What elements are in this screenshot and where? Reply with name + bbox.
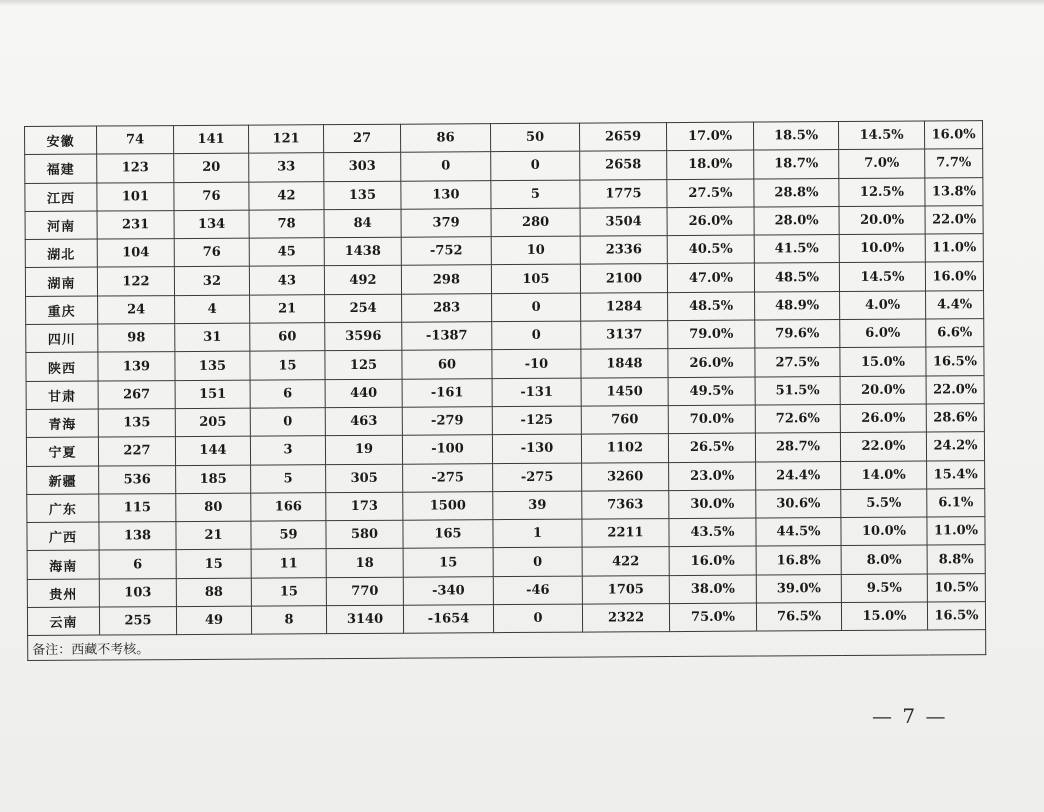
value-cell: 28.7%	[755, 433, 840, 462]
value-cell: 88	[176, 578, 251, 607]
value-cell: 105	[491, 265, 580, 294]
value-cell: 3596	[325, 322, 402, 351]
value-cell: 6	[99, 550, 176, 579]
value-cell: 130	[401, 180, 491, 209]
province-cell: 安徽	[25, 126, 97, 155]
value-cell: 43	[249, 266, 324, 295]
value-cell: 231	[97, 210, 174, 239]
value-cell: 0	[492, 321, 581, 350]
value-cell: 20.0%	[839, 206, 925, 235]
province-cell: 福建	[25, 154, 97, 183]
value-cell: 11	[251, 549, 326, 578]
value-cell: 39.0%	[756, 574, 841, 603]
province-cell: 海南	[27, 551, 99, 580]
value-cell: 16.5%	[927, 602, 985, 631]
value-cell: 0	[491, 151, 580, 180]
value-cell: 15.4%	[927, 460, 985, 489]
value-cell: 22.0%	[840, 432, 926, 461]
value-cell: 33	[249, 153, 324, 182]
value-cell: 76	[174, 182, 249, 211]
value-cell: 26.0%	[668, 348, 755, 377]
value-cell: 14.5%	[839, 262, 925, 291]
value-cell: 80	[176, 493, 251, 522]
value-cell: 44.5%	[756, 518, 841, 547]
value-cell: 139	[98, 352, 175, 381]
note-row	[28, 630, 986, 661]
value-cell: 72.6%	[755, 404, 840, 433]
province-cell: 广东	[27, 494, 99, 523]
value-cell: 14.0%	[841, 461, 927, 490]
value-cell: 0	[401, 152, 491, 181]
value-cell: 185	[176, 465, 251, 494]
value-cell: 422	[582, 547, 669, 576]
value-cell: 27.5%	[667, 179, 754, 208]
value-cell: 135	[175, 351, 250, 380]
value-cell: 74	[97, 126, 174, 155]
value-cell: 13.8%	[925, 177, 983, 206]
value-cell: 1705	[582, 575, 669, 604]
province-cell: 湖南	[25, 268, 97, 297]
value-cell: 14.5%	[838, 121, 924, 150]
value-cell: 16.0%	[924, 121, 982, 150]
value-cell: 86	[400, 124, 490, 153]
value-cell: 22.0%	[925, 206, 983, 235]
value-cell: 135	[324, 181, 401, 210]
value-cell: 50	[490, 123, 579, 152]
value-cell: 24.4%	[756, 461, 841, 490]
value-cell: 28.0%	[754, 206, 839, 235]
value-cell: 5	[491, 180, 580, 209]
value-cell: 26.5%	[668, 433, 755, 462]
value-cell: 15	[403, 548, 493, 577]
value-cell: 115	[99, 493, 176, 522]
value-cell: 165	[403, 520, 493, 549]
value-cell: 3	[250, 436, 325, 465]
value-cell: 11.0%	[925, 234, 983, 263]
value-cell: 20.0%	[840, 376, 926, 405]
province-cell: 广西	[27, 522, 99, 551]
value-cell: -275	[493, 463, 582, 492]
value-cell: 9.5%	[841, 574, 927, 603]
scan-edge-shadow	[0, 0, 1044, 6]
value-cell: 6	[250, 379, 325, 408]
value-cell: 1102	[581, 434, 668, 463]
value-cell: 79.6%	[755, 320, 840, 349]
value-cell: 440	[325, 379, 402, 408]
value-cell: 18.0%	[667, 150, 754, 179]
page-number: — 7 —	[872, 704, 948, 728]
value-cell: 49	[176, 606, 251, 635]
value-cell: 8.8%	[927, 545, 985, 574]
value-cell: 38.0%	[669, 575, 756, 604]
value-cell: 3504	[580, 207, 667, 236]
value-cell: 1438	[324, 237, 401, 266]
value-cell: 47.0%	[667, 264, 754, 293]
value-cell: 48.5%	[668, 292, 755, 321]
value-cell: 135	[98, 409, 175, 438]
value-cell: -340	[403, 576, 493, 605]
value-cell: 122	[97, 267, 174, 296]
value-cell: 28.8%	[754, 178, 839, 207]
province-data-table	[24, 120, 986, 661]
value-cell: 1500	[403, 492, 493, 521]
value-cell: 21	[176, 521, 251, 550]
value-cell: 138	[99, 522, 176, 551]
value-cell: 16.0%	[669, 546, 756, 575]
value-cell: 280	[491, 208, 580, 237]
value-cell: 6.0%	[840, 319, 926, 348]
value-cell: 205	[175, 408, 250, 437]
value-cell: 27.5%	[755, 348, 840, 377]
value-cell: 4	[175, 295, 250, 324]
value-cell: 5.5%	[841, 489, 927, 518]
value-cell: 40.5%	[667, 235, 754, 264]
value-cell: 43.5%	[669, 518, 756, 547]
value-cell: 0	[492, 293, 581, 322]
value-cell: 104	[97, 239, 174, 268]
value-cell: 18.5%	[753, 122, 838, 151]
value-cell: 42	[249, 181, 324, 210]
value-cell: 2100	[580, 264, 667, 293]
value-cell: 1450	[581, 377, 668, 406]
value-cell: 151	[175, 380, 250, 409]
table-body	[25, 121, 986, 636]
value-cell: 24	[98, 295, 175, 324]
value-cell: 2658	[580, 151, 667, 180]
value-cell: -131	[492, 378, 581, 407]
value-cell: 15	[176, 550, 251, 579]
value-cell: 98	[98, 324, 175, 353]
value-cell: 16.8%	[756, 546, 841, 575]
table-container	[24, 120, 986, 661]
value-cell: -46	[493, 576, 582, 605]
value-cell: -752	[401, 237, 491, 266]
province-cell: 甘肃	[26, 381, 98, 410]
value-cell: 3137	[581, 321, 668, 350]
value-cell: 12.5%	[839, 178, 925, 207]
value-cell: -1654	[403, 605, 493, 634]
province-cell: 河南	[25, 211, 97, 240]
value-cell: 15.0%	[841, 602, 927, 631]
value-cell: 76.5%	[756, 603, 841, 632]
value-cell: 17.0%	[666, 122, 753, 151]
value-cell: 28.6%	[926, 404, 984, 433]
value-cell: 15	[251, 577, 326, 606]
value-cell: 49.5%	[668, 377, 755, 406]
value-cell: 11.0%	[927, 517, 985, 546]
value-cell: 60	[402, 350, 492, 379]
value-cell: 15.0%	[840, 347, 926, 376]
value-cell: 4.4%	[926, 290, 984, 319]
value-cell: 75.0%	[669, 603, 756, 632]
value-cell: 770	[326, 577, 403, 606]
province-cell: 四川	[26, 324, 98, 353]
value-cell: 6.1%	[927, 488, 985, 517]
value-cell: 1	[493, 519, 582, 548]
value-cell: 6.6%	[926, 319, 984, 348]
value-cell: 32	[174, 267, 249, 296]
value-cell: 16.0%	[925, 262, 983, 291]
value-cell: -125	[492, 406, 581, 435]
value-cell: 303	[324, 152, 401, 181]
value-cell: 125	[325, 351, 402, 380]
value-cell: 101	[97, 182, 174, 211]
value-cell: 144	[175, 436, 250, 465]
value-cell: 20	[174, 153, 249, 182]
value-cell: 2336	[580, 236, 667, 265]
table-note: 备注：西藏不考核。	[28, 630, 986, 661]
value-cell: 1775	[580, 179, 667, 208]
value-cell: 7.7%	[925, 149, 983, 178]
value-cell: 41.5%	[754, 235, 839, 264]
value-cell: 18	[326, 549, 403, 578]
value-cell: 45	[249, 238, 324, 267]
value-cell: 0	[493, 604, 582, 633]
value-cell: 123	[97, 154, 174, 183]
value-cell: 19	[325, 435, 402, 464]
value-cell: 10.5%	[927, 573, 985, 602]
value-cell: 10.0%	[841, 517, 927, 546]
value-cell: 79.0%	[668, 320, 755, 349]
value-cell: 26.0%	[840, 404, 926, 433]
value-cell: 2659	[579, 123, 666, 152]
value-cell: 60	[250, 323, 325, 352]
value-cell: -130	[492, 434, 581, 463]
value-cell: 255	[99, 607, 176, 636]
value-cell: 1284	[581, 292, 668, 321]
value-cell: 103	[99, 578, 176, 607]
value-cell: -161	[402, 378, 492, 407]
value-cell: 227	[98, 437, 175, 466]
value-cell: 21	[250, 294, 325, 323]
value-cell: 305	[326, 464, 403, 493]
value-cell: 30.0%	[669, 490, 756, 519]
province-cell: 宁夏	[26, 437, 98, 466]
value-cell: 166	[251, 493, 326, 522]
value-cell: 27	[323, 124, 400, 153]
value-cell: 10	[491, 236, 580, 265]
value-cell: 78	[249, 210, 324, 239]
value-cell: 3260	[582, 462, 669, 491]
value-cell: 10.0%	[839, 234, 925, 263]
value-cell: 0	[493, 548, 582, 577]
value-cell: 760	[581, 406, 668, 435]
value-cell: -100	[402, 435, 492, 464]
value-cell: 298	[401, 265, 491, 294]
value-cell: 7363	[582, 490, 669, 519]
province-cell: 青海	[26, 409, 98, 438]
value-cell: 2211	[582, 519, 669, 548]
value-cell: 24.2%	[926, 432, 984, 461]
value-cell: 15	[250, 351, 325, 380]
value-cell: 173	[326, 492, 403, 521]
value-cell: 16.5%	[926, 347, 984, 376]
value-cell: 70.0%	[668, 405, 755, 434]
province-cell: 贵州	[27, 579, 99, 608]
value-cell: 22.0%	[926, 375, 984, 404]
value-cell: 8.0%	[841, 545, 927, 574]
value-cell: 18.7%	[754, 150, 839, 179]
value-cell: 2322	[582, 604, 669, 633]
province-cell: 新疆	[27, 466, 99, 495]
value-cell: 4.0%	[840, 291, 926, 320]
value-cell: 379	[401, 209, 491, 238]
value-cell: 5	[251, 464, 326, 493]
province-cell: 湖北	[25, 239, 97, 268]
value-cell: 59	[251, 521, 326, 550]
value-cell: 283	[402, 293, 492, 322]
value-cell: 1848	[581, 349, 668, 378]
value-cell: 84	[324, 209, 401, 238]
value-cell: 48.9%	[755, 291, 840, 320]
value-cell: 267	[98, 380, 175, 409]
value-cell: -10	[492, 349, 581, 378]
value-cell: 26.0%	[667, 207, 754, 236]
value-cell: 31	[175, 323, 250, 352]
value-cell: 134	[174, 210, 249, 239]
value-cell: 254	[325, 294, 402, 323]
value-cell: 463	[325, 407, 402, 436]
value-cell: 23.0%	[669, 462, 756, 491]
province-cell: 云南	[27, 607, 99, 636]
value-cell: 8	[251, 606, 326, 635]
value-cell: 76	[174, 238, 249, 267]
province-cell: 江西	[25, 183, 97, 212]
value-cell: 7.0%	[839, 149, 925, 178]
value-cell: 580	[326, 520, 403, 549]
value-cell: 492	[324, 266, 401, 295]
value-cell: 121	[248, 125, 323, 154]
value-cell: 536	[99, 465, 176, 494]
value-cell: 30.6%	[756, 489, 841, 518]
province-cell: 重庆	[26, 296, 98, 325]
value-cell: 3140	[326, 605, 403, 634]
value-cell: 48.5%	[754, 263, 839, 292]
value-cell: 0	[250, 408, 325, 437]
value-cell: -1387	[402, 322, 492, 351]
value-cell: -275	[403, 463, 493, 492]
value-cell: -279	[402, 407, 492, 436]
value-cell: 39	[493, 491, 582, 520]
province-cell: 陕西	[26, 352, 98, 381]
value-cell: 51.5%	[755, 376, 840, 405]
value-cell: 141	[174, 125, 249, 154]
